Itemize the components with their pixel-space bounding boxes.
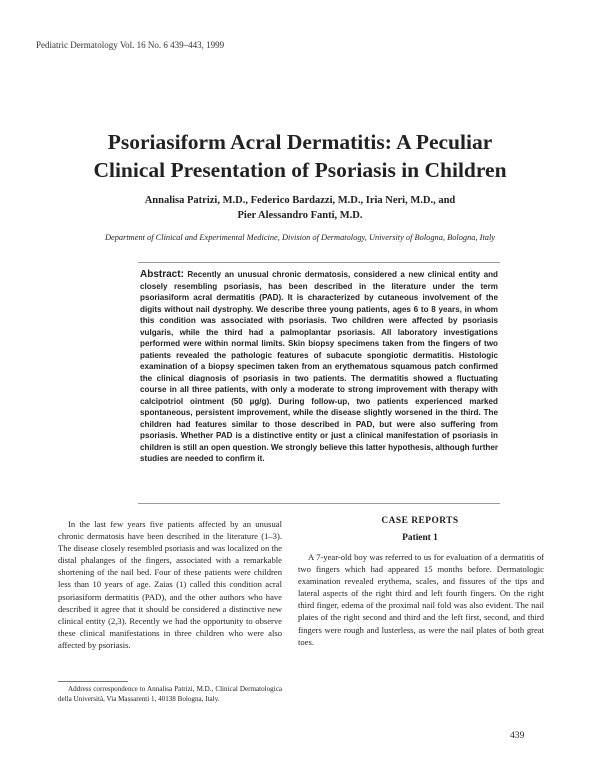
abstract-label: Abstract: xyxy=(140,269,184,280)
abstract-bottom-rule xyxy=(138,503,500,504)
title-line-2: Clinical Presentation of Psoriasis in Children xyxy=(93,158,507,182)
affiliation: Department of Clinical and Experimental Medicine, Division of Dermatology, University of Bologna, Bologna, Italy xyxy=(104,233,496,242)
intro-paragraph: In the last few years five patients affected by an unusual chronic dermatosis have been described in the literature (1–3). The disease closely resembled psoriasis and was localized on the distal phalanges of the fingers, associated with a remarkable shortening of the nail bed. Four of these patients were children less than 10 years of age. Zaias (1) called this condition acral psoriasiform dermatitis (PAD), and the other authors who have described it agree that it should be considered a distinctive new clinical entity (2,3). Recently we had the opportunity to observe these clinical manifestations in three children who were also affected by psoriasis. xyxy=(58,519,282,650)
authors-line-1: Annalisa Patrizi, M.D., Federico Bardazzi, M.D., Iria Neri, M.D., and xyxy=(144,195,456,206)
title-line-1: Psoriasiform Acral Dermatitis: A Peculiar xyxy=(107,130,493,154)
patient-1-heading: Patient 1 xyxy=(402,533,438,543)
abstract-top-rule xyxy=(138,262,500,263)
footnote-rule xyxy=(58,681,128,682)
abstract-text: Recently an unusual chronic dermatosis, considered a new clinical entity and closely resembling psoriasis, has been described in the literature under the term psoriasiform acral dermatitis (PAD). It is characterized by cutaneous involvement of the digits without nail dystrophy. We describe three young patients, ages 6 to 8 years, in whom this condition was associated with psoriasis. Two children were affected by psoriasis vulgaris, while the third had a palmoplantar psoriasis. All laboratory investigations performed were within normal limits. Skin biopsy specimens taken from the fingers of two patients revealed the pathologic features of subacute spongiotic dermatitis. Histologic examination of a biopsy specimen taken from an erythematous squamous patch confirmed the clinical diagnosis of psoriasis in two patients. The dermatitis showed a fluctuating course in all three patients, with only a moderate to strong improvement with therapy with calcipotriol ointment (50 µg/g). During follow-up, two patients experienced marked spontaneous, persistent improvement, while the disease slightly worsened in the third. The children had features similar to those described in PAD, but were also suffering from psoriasis. Whether PAD is a distinctive entity or just a clinical manifestation of psoriasis in children is still an open question. We strongly believe this latter hypothesis, although further studies are needed to confirm it. xyxy=(140,270,498,463)
case-reports-heading: CASE REPORTS xyxy=(381,516,459,526)
page-number: 439 xyxy=(510,730,525,741)
patient-1-paragraph: A 7-year-old boy was referred to us for evaluation of a dermatitis of two fingers which had appeared 15 months before. Dermatologic examination revealed erythema, scales, and fissures of the tips and lateral aspects of the right third and left fourth fingers. On the right third finger, edema of the proximal nail fold was also evident. The nail plates of the right second and third and the left first, second, and third fingers were rough and lusterless, as were the nail plates of both great toes. xyxy=(298,552,544,647)
correspondence-footnote: Address correspondence to Annalisa Patrizi, M.D., Clinical Dermatologica della Università, Via Massarenti 1, 40138 Bologna, Italy. xyxy=(58,685,282,703)
abstract xyxy=(140,269,498,465)
journal-citation: Pediatric Dermatology Vol. 16 No. 6 439–443, 1999 xyxy=(36,40,225,50)
authors-line-2: Pier Alessandro Fanti, M.D. xyxy=(237,210,363,221)
author-list xyxy=(60,193,540,223)
article-title xyxy=(40,128,560,184)
